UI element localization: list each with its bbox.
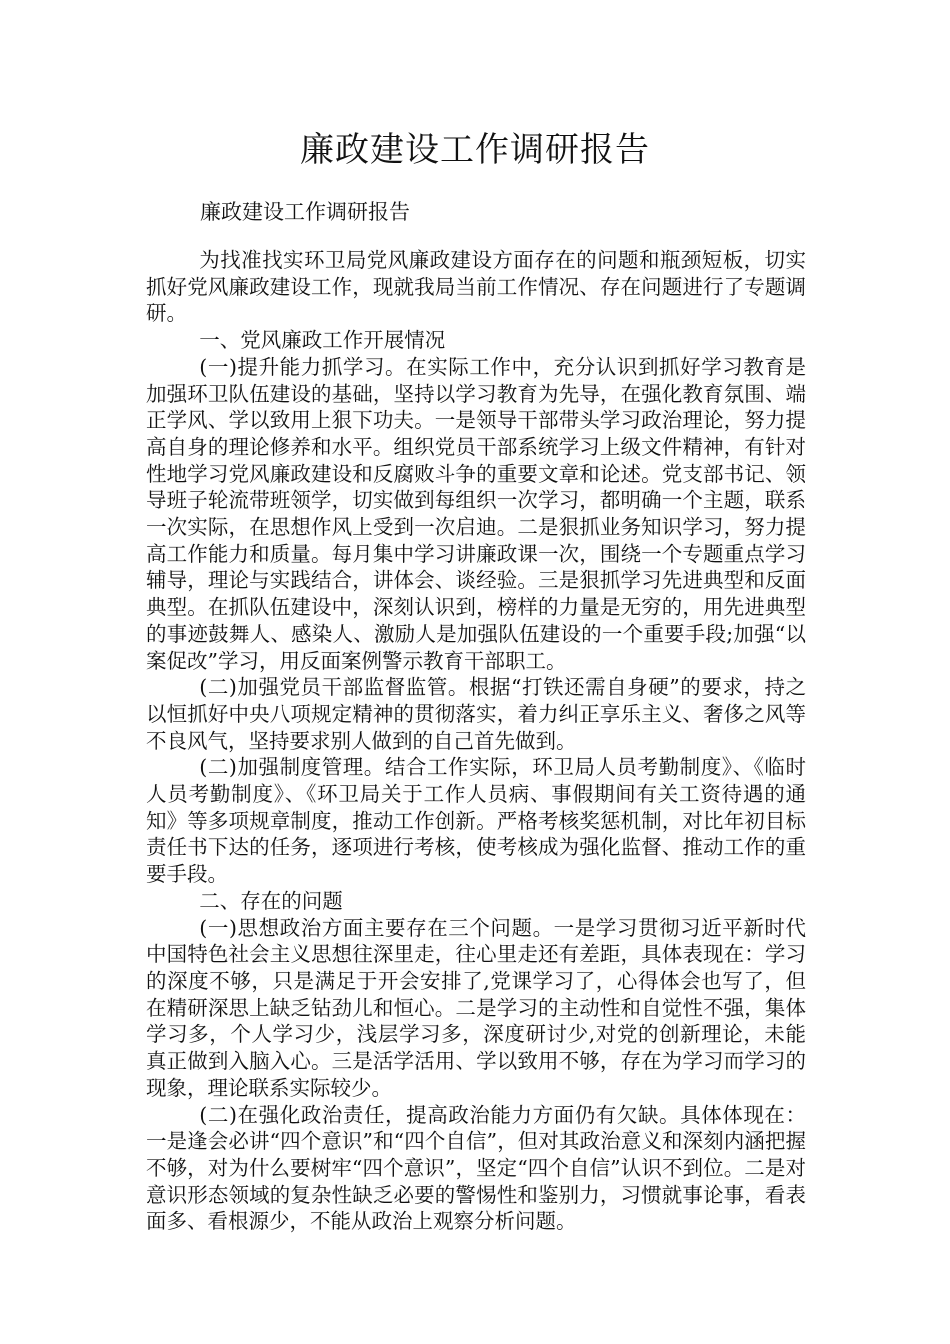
document-subtitle: 廉政建设工作调研报告 xyxy=(200,200,410,224)
paragraph-problem-2: (二)在强化政治责任，提高政治能力方面仍有欠缺。具体体现在：一是逢会必讲“四个意识”和“四个自信”，但对其政治意义和深刻内涵把握不够，对为什么要树牢“四个意识”，坚定“四个自信”认识不到位。二是对意识形态领域的复杂性缺乏必要的警惕性和鉴别力，习惯就事论事，看表面多、看根源少，不能从政治上观察分析问题。 xyxy=(146,1102,806,1234)
paragraph-supervision: (二)加强党员干部监督监管。根据“打铁还需自身硬”的要求，持之以恒抓好中央八项规定精神的贯彻落实，着力纠正享乐主义、奢侈之风等不良风气，坚持要求别人做到的自己首先做到。 xyxy=(146,675,806,753)
document-title: 廉政建设工作调研报告 xyxy=(300,130,650,170)
paragraph-intro: 为找准找实环卫局党风廉政建设方面存在的问题和瓶颈短板，切实抓好党风廉政建设工作，现就我局当前工作情况、存在问题进行了专题调研。 xyxy=(146,248,806,326)
section-heading-2: 二、存在的问题 xyxy=(199,888,343,913)
document-body xyxy=(146,247,806,1235)
paragraph-problem-1: (一)思想政治方面主要存在三个问题。一是学习贯彻习近平新时代中国特色社会主义思想往深里走，往心里走还有差距，具体表现在：学习的深度不够，只是满足于开会安排了,党课学习了，心得体会也写了，但在精研深思上缺乏钻劲儿和恒心。二是学习的主动性和自觉性不强，集体学习多，个人学习少，浅层学习多，深度研讨少,对党的创新理论，未能真正做到入脑入心。三是活学活用、学以致用不够，存在为学习而学习的现象，理论联系实际较少。 xyxy=(146,915,806,1100)
paragraph-system: (二)加强制度管理。结合工作实际，环卫局人员考勤制度》、《临时人员考勤制度》、《环卫局关于工作人员病、事假期间有关工资待遇的通知》等多项规章制度，推动工作创新。严格考核奖惩机制，对比年初目标责任书下达的任务，逐项进行考核，使考核成为强化监督、推动工作的重要手段。 xyxy=(146,755,806,887)
section-heading-1: 一、党风廉政工作开展情况 xyxy=(199,328,446,353)
paragraph-study: (一)提升能力抓学习。在实际工作中，充分认识到抓好学习教育是加强环卫队伍建设的基础，坚持以学习教育为先导，在强化教育氛围、端正学风、学以致用上狠下功夫。一是领导干部带头学习政治理论，努力提高自身的理论修养和水平。组织党员干部系统学习上级文件精神，有针对性地学习党风廉政建设和反腐败斗争的重要文章和论述。党支部书记、领导班子轮流带班领学，切实做到每组织一次学习，都明确一个主题，联系一次实际，在思想作风上受到一次启迪。二是狠抓业务知识学习，努力提高工作能力和质量。每月集中学习讲廉政课一次，围绕一个专题重点学习辅导，理论与实践结合，讲体会、谈经验。三是狠抓学习先进典型和反面典型。在抓队伍建设中，深刻认识到，榜样的力量是无穷的，用先进典型的事迹鼓舞人、感染人、激励人是加强队伍建设的一个重要手段;加强“以案促改”学习，用反面案例警示教育干部职工。 xyxy=(146,354,806,673)
